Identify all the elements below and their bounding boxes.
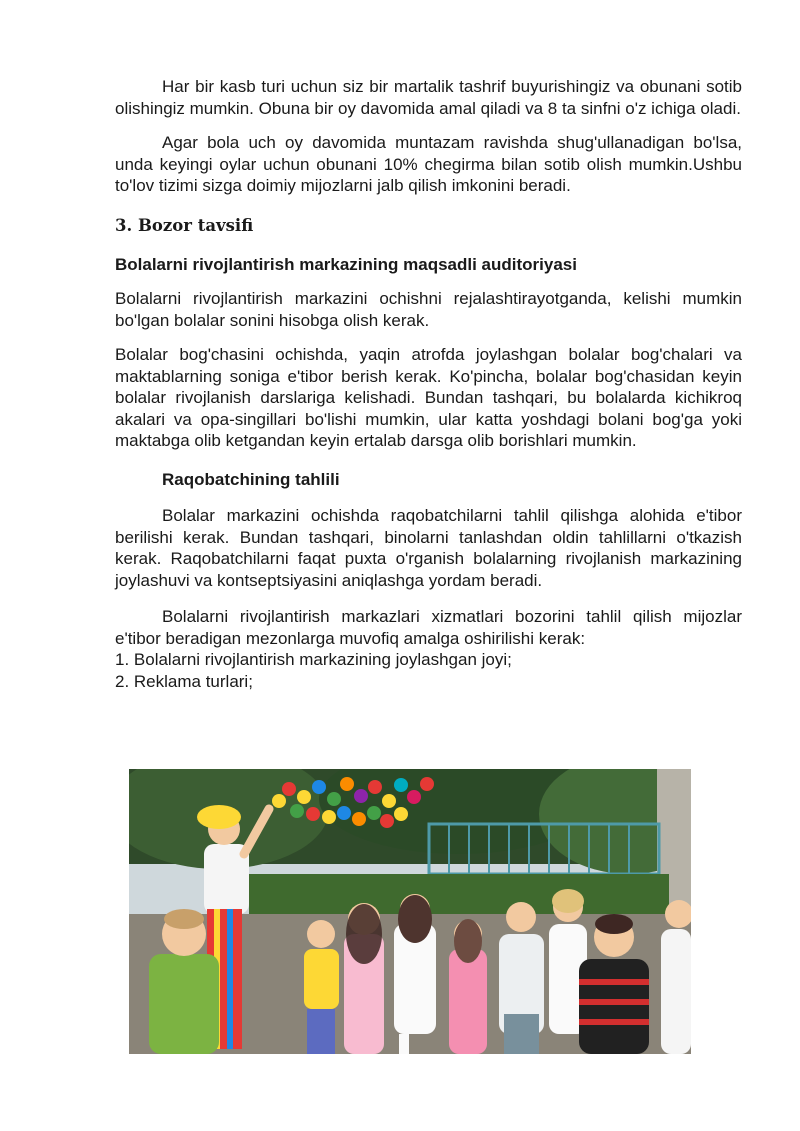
criteria-list (115, 649, 742, 692)
paragraph-discount: Agar bola uch oy davomida muntazam ravishda shug'ullanadigan bo'lsa, unda keyingi oylar uchun obunani 10% chegirma bilan sotib olish mumkin.Ushbu to'lov tizimi sizga doimiy mijozlarni jalb qilish imkonini beradi. (115, 133, 742, 195)
section-title: 3. Bozor tavsifi (115, 215, 254, 235)
subheading-target-audience: Bolalarni rivojlantirish markazining maqsadli auditoriyasi (115, 254, 577, 274)
list-item: 2. Reklama turlari; (115, 671, 253, 691)
list-item: 1. Bolalarni rivojlantirish markazining joylashgan joyi; (115, 650, 512, 669)
paragraph-kindergartens: Bolalar bog'chasini ochishda, yaqin atrofda joylashgan bolalar bog'chalari va maktablarning soniga e'tibor berish kerak. Ko'pincha, bolalar bog'chasidan keyin bolalar rivojlanish darslariga kelishadi. Bundan tashqari, bu bolalarda kichikroq akalari va opa-singillari bo'lishi mumkin, ular katta yoshdagi bolani bog'ga yoki maktabga olib ketgandan keyin ertalab darsga olib borishlari mumkin. (115, 345, 742, 450)
paragraph-competitor-analysis: Bolalar markazini ochishda raqobatchilarni tahlil qilishga alohida e'tibor berilishi kerak. Bundan tashqari, binolarni tanlashdan oldin tahlillarni o'tkazish kerak. Raqobatchilarni faqat puxta o'rganish bolalarning rivojlanish markazining joylashuvi va kontseptsiyasini aniqlashga yordam beradi. (115, 506, 742, 590)
subheading-competitors: Raqobatchining tahlili (162, 469, 340, 489)
paragraph-children-count: Bolalarni rivojlantirish markazini ochishni rejalashtirayotganda, kelishi mumkin bo'lgan bolalar sonini hisobga olish kerak. (115, 289, 742, 330)
document-page (115, 76, 742, 692)
photo-illustration (129, 769, 691, 1054)
paragraph-subscription: Har bir kasb turi uchun siz bir martalik tashrif buyurishingiz va obunani sotib olishingiz mumkin. Obuna bir oy davomida amal qiladi va 8 ta sinfni o'z ichiga oladi. (115, 77, 742, 118)
paragraph-market-criteria: Bolalarni rivojlantirish markazlari xizmatlari bozorini tahlil qilish mijozlar e'tibor beradigan mezonlarga muvofiq amalga oshirilishi kerak: (115, 607, 742, 648)
children-balloons-photo (129, 769, 691, 1054)
